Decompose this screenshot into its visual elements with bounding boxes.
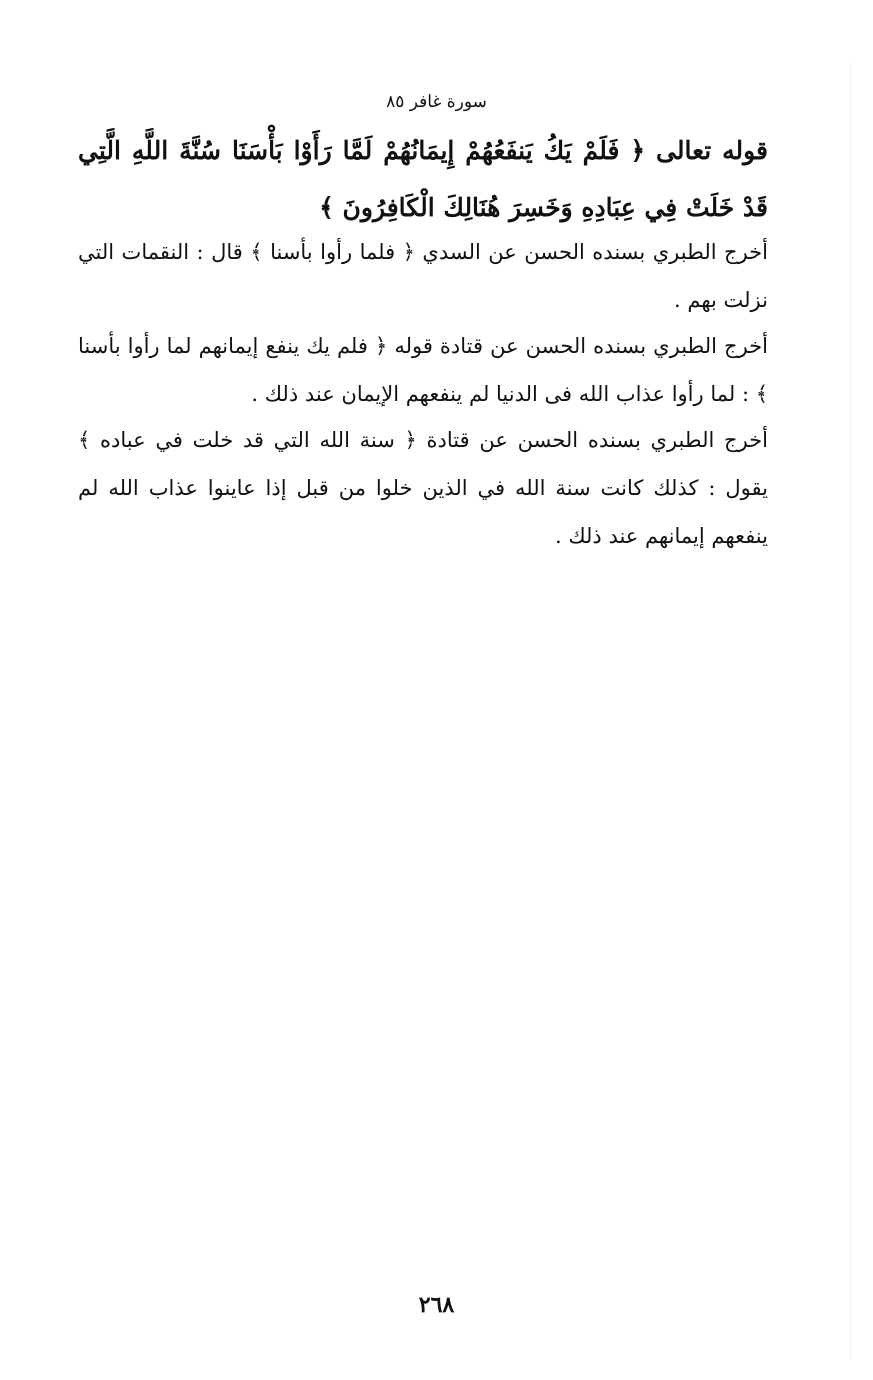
commentary-paragraph-3: أخرج الطبري بسنده الحسن عن قتادة ﴿ سنة الله التي قد خلت في عباده ﴾ يقول : كذلك كانت سنة الله في الذين خلوا من قبل إذا عاينوا عذاب الله لم ينفعهم إيمانهم عند ذلك . [78, 428, 768, 548]
page-number: ٢٦٨ [418, 1292, 455, 1318]
scan-edge [850, 60, 851, 1360]
quran-verse: قوله تعالى ﴿ فَلَمْ يَكُ يَنفَعُهُمْ إِيمَانُهُمْ لَمَّا رَأَوْا بَأْسَنَا سُنَّةَ اللَّهِ الَّتِي قَدْ خَلَتْ فِي عِبَادِهِ وَخَسِرَ هُنَالِكَ الْكَافِرُونَ ﴾ [78, 136, 768, 222]
commentary-paragraph-2: أخرج الطبري بسنده الحسن عن قتادة قوله ﴿ فلم يك ينفع إيمانهم لما رأوا بأسنا ﴾ : لما رأوا عذاب الله فى الدنيا لم ينفعهم الإيمان عند ذلك . [78, 334, 768, 406]
commentary-paragraph-1: أخرج الطبري بسنده الحسن عن السدي ﴿ فلما رأوا بأسنا ﴾ قال : النقمات التي نزلت بهم . [78, 240, 768, 312]
running-header: سورة غافر ٨٥ [386, 92, 487, 112]
